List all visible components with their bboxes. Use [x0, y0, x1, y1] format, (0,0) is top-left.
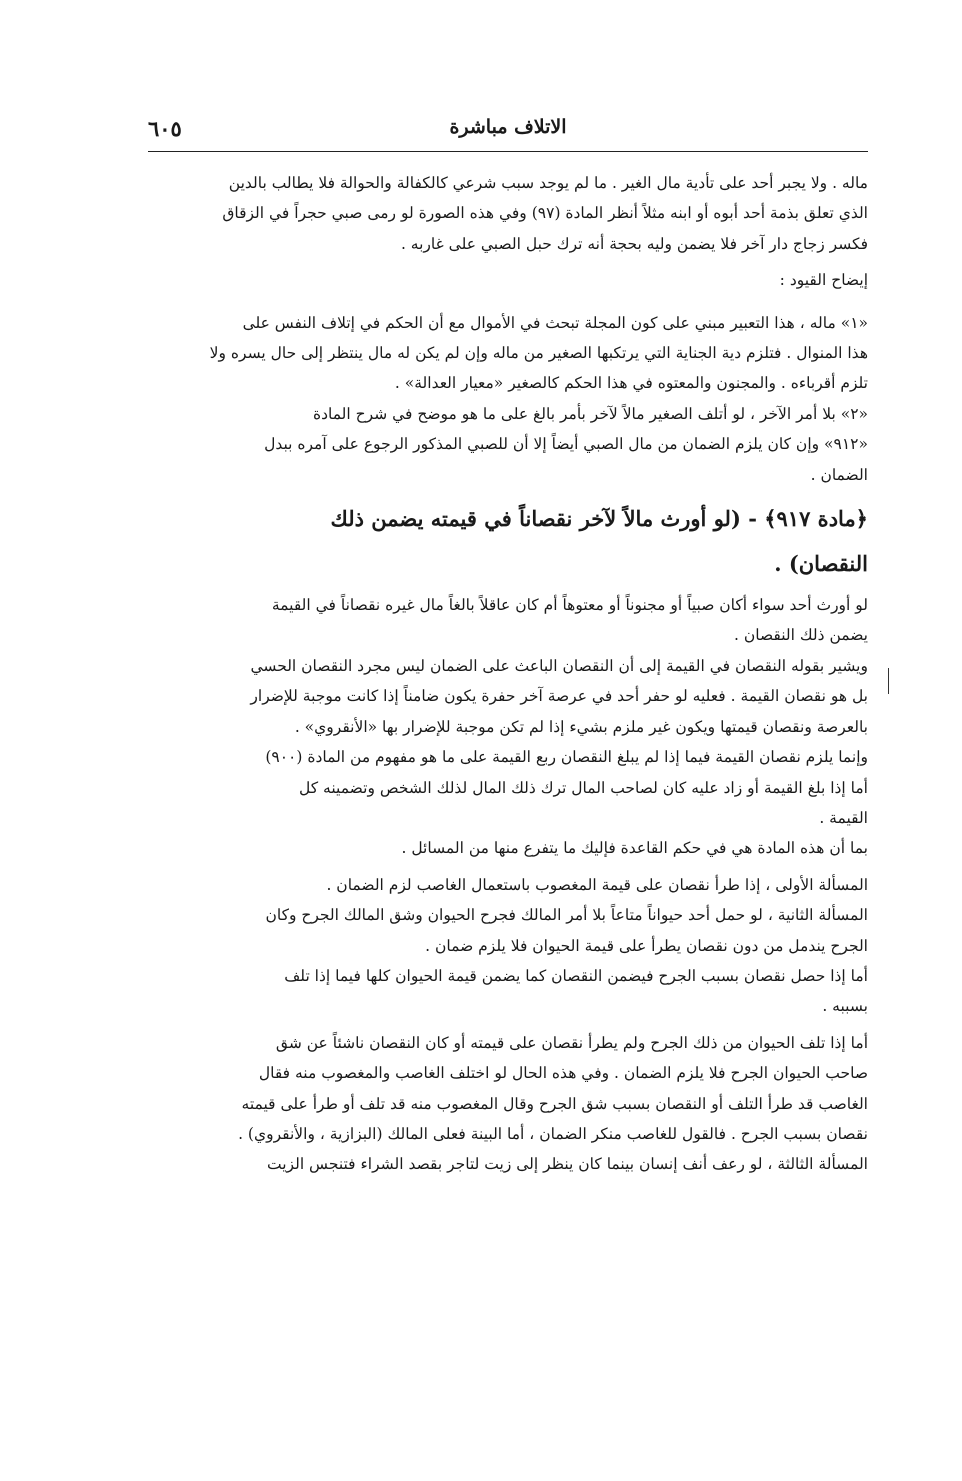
paragraph-1 — [148, 590, 868, 651]
text-line: أما إذا حصل نقصان بسبب الجرح فيضمن النقصان كما يضمن قيمة الحيوان كلها فيما إذا تلف — [284, 966, 868, 985]
restrictions-heading: إيضاح القيود : — [779, 271, 868, 290]
text-line: بل هو نقصان القيمة . فعليه لو حفر أحد في عرصة آخر حفرة يكون ضامناً إذا كانت موجبة للإضرار — [250, 687, 868, 706]
text-line: المسألة الثانية ، لو حمل أحد حيواناً متاعاً بلا أمر المالك فجرح الحيوان وشق المالك الجرح وكان — [265, 906, 868, 925]
text-line: الذي تعلق بذمة أحد أبوه أو ابنه مثلاً أنظر المادة (٩٧) وفي هذه الصورة لو رمى صبي حجراً في الزقاق — [222, 204, 868, 223]
page-body — [148, 168, 868, 1180]
intro-paragraph — [148, 168, 868, 259]
text-line: المسألة الأولى ، إذا طرأ نقصان على قيمة المغصوب باستعمال الغاصب لزم الضمان . — [326, 875, 868, 894]
issue-3 — [148, 1149, 868, 1179]
text-line: ويشير بقوله النقصان في القيمة إلى أن النقصان الباعث على الضمان ليس مجرد النقصان الحسي — [250, 656, 868, 675]
issue-2-dispute — [148, 1028, 868, 1150]
text-line: نقصان بسبب الجرح . فالقول للغاصب منكر الضمان ، أما البينة فعلى المالك (البزازية ، والأنقروي) . — [238, 1124, 868, 1143]
article-917 — [148, 496, 868, 586]
text-line: لو أورث أحد سواء أكان صبياً أو مجنوناً أو معتوهاً أم كان عاقلاً بالغاً مال غيره نقصاناً في القيمة — [271, 596, 868, 615]
text-line: فكسر زجاج دار آخر فلا يضمن وليه بحجة أنه ترك حبل الصبي على غاربه . — [400, 234, 868, 253]
text-line: أما إذا بلغ القيمة أو زاد عليه كان لصاحب المال ترك ذلك المال لذلك الشخص وتضمينه كل — [299, 778, 868, 797]
note-1 — [148, 308, 868, 399]
text-line: الجرح يندمل من دون نقصان يطرأ على قيمة الحيوان فلا يلزم ضمان . — [425, 936, 868, 955]
text-line: يضمن ذلك النقصان . — [733, 626, 868, 645]
text-line: بسببه . — [822, 997, 868, 1016]
text-line: ماله . ولا يجبر أحد على تأدية مال الغير . ما لم يوجد سبب شرعي كالكفالة والحوالة فلا يطالب بالدين — [228, 174, 868, 192]
text-line: تلزم أقرباءه . والمجنون والمعتوه في هذا الحكم كالصغير «معيار العدالة» . — [394, 374, 868, 393]
text-line: وإنما يلزم نقصان القيمة فيما إذا لم يبلغ النقصان ربع القيمة على ما هو مفهوم من المادة (٩٠٠) — [265, 748, 868, 767]
running-title: الاتلاف مباشرة — [449, 116, 567, 138]
text-line: «٩١٢» وإن كان يلزم الضمان من مال الصبي أيضاً إلا أن للصبي المذكور الرجوع على آمره ببدل — [264, 435, 868, 454]
header-divider — [148, 151, 868, 152]
text-line: «١» ماله ، هذا التعبير مبني على كون المجلة تبحث في الأموال مع أن الحكم في إتلاف النفس على — [242, 313, 868, 332]
paragraph-4 — [148, 833, 868, 863]
paragraph-3 — [148, 742, 868, 833]
text-line: هذا المنوال . فتلزم دية الجناية التي يرتكبها الصغير من ماله وإن لم يكن له مال ينتظر إلى حال يسره ولا — [209, 344, 868, 363]
text-line: بالعرصة ونقصان قيمتها ويكون غير ملزم بشيء إذا لم تكن موجبة للإضرار بها «الأنقروي» . — [294, 717, 868, 736]
article-heading-line: النقصان) . — [774, 551, 868, 577]
text-line: الغاصب قد طرأ التلف أو النقصان بسبب شق الجرح وقال المغصوب منه قد تلف أو طرأ على قيمته — [241, 1094, 868, 1113]
text-line: «٢» بلا أمر الآخر ، لو أتلف الصغير مالاً لآخر بأمر بالغ على ما هو موضح في شرح المادة — [312, 404, 868, 423]
paragraph-2 — [148, 651, 868, 742]
page-header — [148, 112, 868, 148]
text-line: الضمان . — [810, 465, 868, 484]
text-line: المسألة الثالثة ، لو رعف أنف إنسان بينما كان ينظر إلى زيت لتاجر بقصد الشراء فتنجس الزيت — [267, 1155, 868, 1174]
margin-mark — [888, 668, 889, 694]
text-line: صاحب الحيوان الجرح فلا يلزم الضمان . وفي هذه الحال لو اختلف الغاصب والمغصوب منه فقال — [258, 1064, 868, 1083]
page-number: ٦٠٥ — [148, 116, 182, 141]
note-2 — [148, 399, 868, 490]
issue-2 — [148, 900, 868, 961]
text-line: أما إذا تلف الحيوان من ذلك الجرح ولم يطرأ نقصان على قيمته أو كان النقصان ناشئاً عن شق — [275, 1033, 868, 1052]
issue-2-continued — [148, 961, 868, 1022]
issue-1 — [148, 870, 868, 900]
text-line: القيمة . — [819, 808, 868, 827]
article-heading-line: ﴿مادة ٩١٧﴾ - (لو أورث مالاً لآخر نقصاناً في قيمته يضمن ذلك — [330, 506, 868, 532]
text-line: بما أن هذه المادة هي في حكم القاعدة فإليك ما يتفرع منها من المسائل . — [401, 839, 868, 858]
